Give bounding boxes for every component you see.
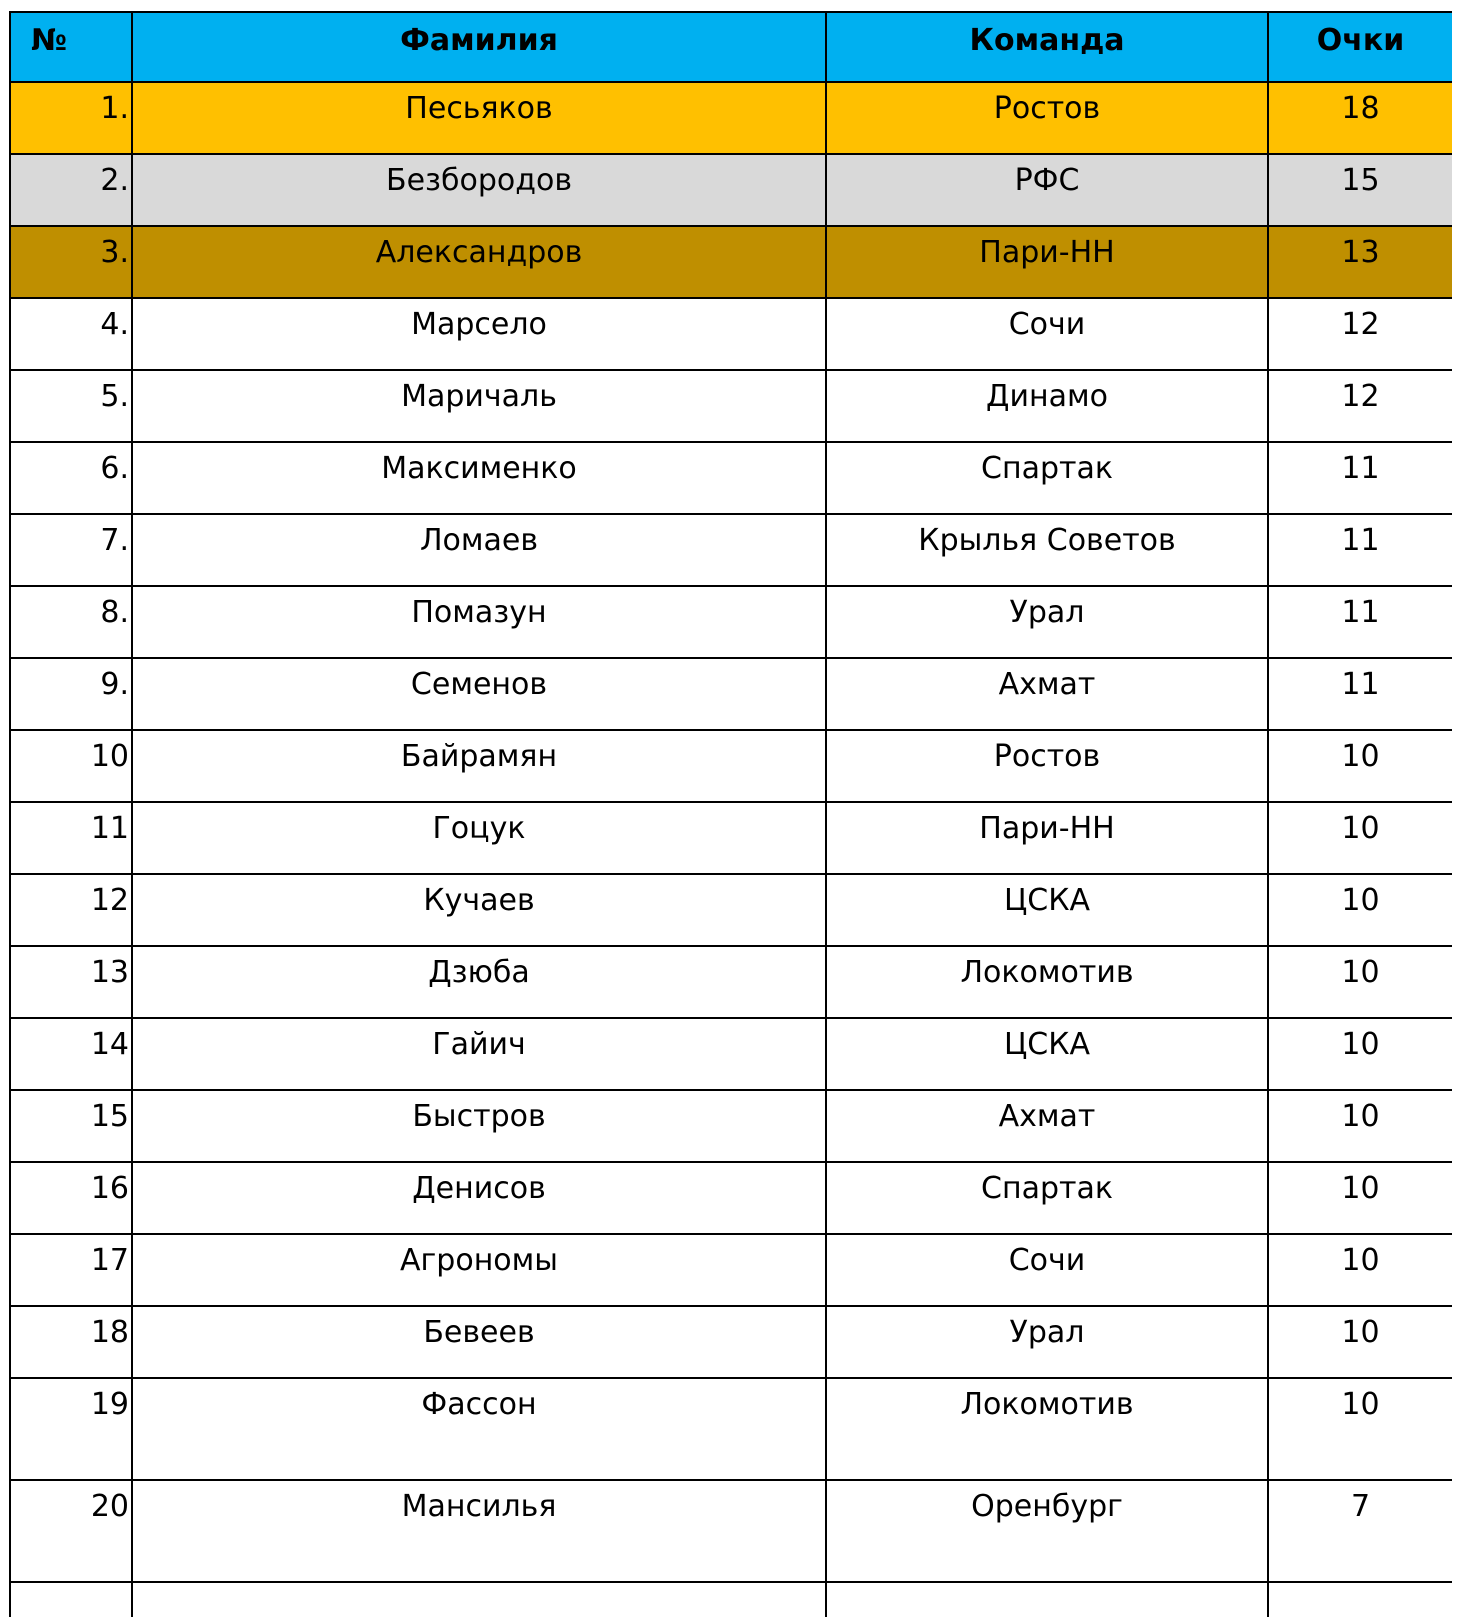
table-row <box>10 1306 1452 1378</box>
cell-team: Спартак <box>826 1162 1268 1234</box>
cell-points: 10 <box>1268 1162 1452 1234</box>
cell-points: 12 <box>1268 298 1452 370</box>
table-row <box>10 1018 1452 1090</box>
cell-num: 10 <box>10 730 132 802</box>
table-row <box>10 802 1452 874</box>
cell-name: Быстров <box>132 1090 826 1162</box>
cell-num: 12 <box>10 874 132 946</box>
cell-team: Пари-НН <box>826 802 1268 874</box>
table-row <box>10 946 1452 1018</box>
cell-num: 2. <box>10 154 132 226</box>
header-team: Команда <box>826 12 1268 82</box>
cell-num: 6. <box>10 442 132 514</box>
table-row <box>10 442 1452 514</box>
cell-num: 20 <box>10 1480 132 1582</box>
table-row <box>10 1234 1452 1306</box>
table-row <box>10 658 1452 730</box>
cell-team: Пари-НН <box>826 226 1268 298</box>
cell-team: Ахмат <box>826 1090 1268 1162</box>
header-points: Очки <box>1268 12 1452 82</box>
cell-points: 15 <box>1268 154 1452 226</box>
table-row <box>10 154 1452 226</box>
table-row <box>10 370 1452 442</box>
table-header-row <box>10 12 1452 82</box>
cell-num: 8. <box>10 586 132 658</box>
table-row <box>10 298 1452 370</box>
cell-name: Мансилья <box>132 1480 826 1582</box>
cell-empty <box>10 1582 132 1617</box>
table-row-partial <box>10 1582 1452 1617</box>
cell-name: Семенов <box>132 658 826 730</box>
cell-name: Денисов <box>132 1162 826 1234</box>
cell-num: 1. <box>10 82 132 154</box>
cell-team: Ахмат <box>826 658 1268 730</box>
cell-name: Максименко <box>132 442 826 514</box>
cell-num: 5. <box>10 370 132 442</box>
header-name: Фамилия <box>132 12 826 82</box>
cell-points: 10 <box>1268 1018 1452 1090</box>
cell-points: 10 <box>1268 802 1452 874</box>
cell-num: 3. <box>10 226 132 298</box>
cell-points: 10 <box>1268 1378 1452 1480</box>
scorers-table <box>9 11 1452 1617</box>
cell-name: Маричаль <box>132 370 826 442</box>
cell-name: Дзюба <box>132 946 826 1018</box>
table-row <box>10 226 1452 298</box>
cell-name: Фассон <box>132 1378 826 1480</box>
cell-team: Спартак <box>826 442 1268 514</box>
table-row <box>10 1480 1452 1582</box>
cell-team: Урал <box>826 1306 1268 1378</box>
cell-team: Крылья Советов <box>826 514 1268 586</box>
cell-points: 11 <box>1268 514 1452 586</box>
cell-team: Урал <box>826 586 1268 658</box>
cell-num: 14 <box>10 1018 132 1090</box>
cell-name: Помазун <box>132 586 826 658</box>
cell-team: Динамо <box>826 370 1268 442</box>
cell-points: 10 <box>1268 1090 1452 1162</box>
cell-points: 11 <box>1268 442 1452 514</box>
cell-empty <box>1268 1582 1452 1617</box>
cell-team: ЦСКА <box>826 874 1268 946</box>
cell-num: 9. <box>10 658 132 730</box>
cell-points: 10 <box>1268 874 1452 946</box>
cell-name: Марсело <box>132 298 826 370</box>
cell-num: 13 <box>10 946 132 1018</box>
table-row <box>10 730 1452 802</box>
scorers-table-container <box>9 11 1452 1617</box>
cell-empty <box>132 1582 826 1617</box>
cell-num: 11 <box>10 802 132 874</box>
cell-team: Сочи <box>826 1234 1268 1306</box>
table-row <box>10 874 1452 946</box>
cell-name: Гоцук <box>132 802 826 874</box>
cell-name: Бевеев <box>132 1306 826 1378</box>
cell-name: Кучаев <box>132 874 826 946</box>
cell-team: Локомотив <box>826 946 1268 1018</box>
cell-num: 7. <box>10 514 132 586</box>
table-row <box>10 1162 1452 1234</box>
table-row <box>10 82 1452 154</box>
cell-team: Сочи <box>826 298 1268 370</box>
cell-name: Агрономы <box>132 1234 826 1306</box>
cell-points: 10 <box>1268 1234 1452 1306</box>
cell-empty <box>826 1582 1268 1617</box>
cell-points: 11 <box>1268 586 1452 658</box>
cell-name: Безбородов <box>132 154 826 226</box>
cell-team: ЦСКА <box>826 1018 1268 1090</box>
cell-name: Гайич <box>132 1018 826 1090</box>
cell-team: РФС <box>826 154 1268 226</box>
cell-points: 12 <box>1268 370 1452 442</box>
table-row <box>10 586 1452 658</box>
cell-points: 18 <box>1268 82 1452 154</box>
cell-team: Ростов <box>826 730 1268 802</box>
cell-num: 17 <box>10 1234 132 1306</box>
cell-num: 18 <box>10 1306 132 1378</box>
cell-num: 16 <box>10 1162 132 1234</box>
cell-team: Оренбург <box>826 1480 1268 1582</box>
table-row <box>10 1090 1452 1162</box>
cell-team: Локомотив <box>826 1378 1268 1480</box>
header-num: № <box>10 12 132 82</box>
cell-name: Ломаев <box>132 514 826 586</box>
cell-name: Александров <box>132 226 826 298</box>
cell-points: 10 <box>1268 946 1452 1018</box>
cell-points: 10 <box>1268 730 1452 802</box>
table-row <box>10 514 1452 586</box>
cell-num: 19 <box>10 1378 132 1480</box>
cell-name: Байрамян <box>132 730 826 802</box>
table-row <box>10 1378 1452 1480</box>
cell-points: 7 <box>1268 1480 1452 1582</box>
cell-num: 4. <box>10 298 132 370</box>
cell-points: 11 <box>1268 658 1452 730</box>
cell-points: 13 <box>1268 226 1452 298</box>
cell-name: Песьяков <box>132 82 826 154</box>
cell-points: 10 <box>1268 1306 1452 1378</box>
cell-team: Ростов <box>826 82 1268 154</box>
cell-num: 15 <box>10 1090 132 1162</box>
